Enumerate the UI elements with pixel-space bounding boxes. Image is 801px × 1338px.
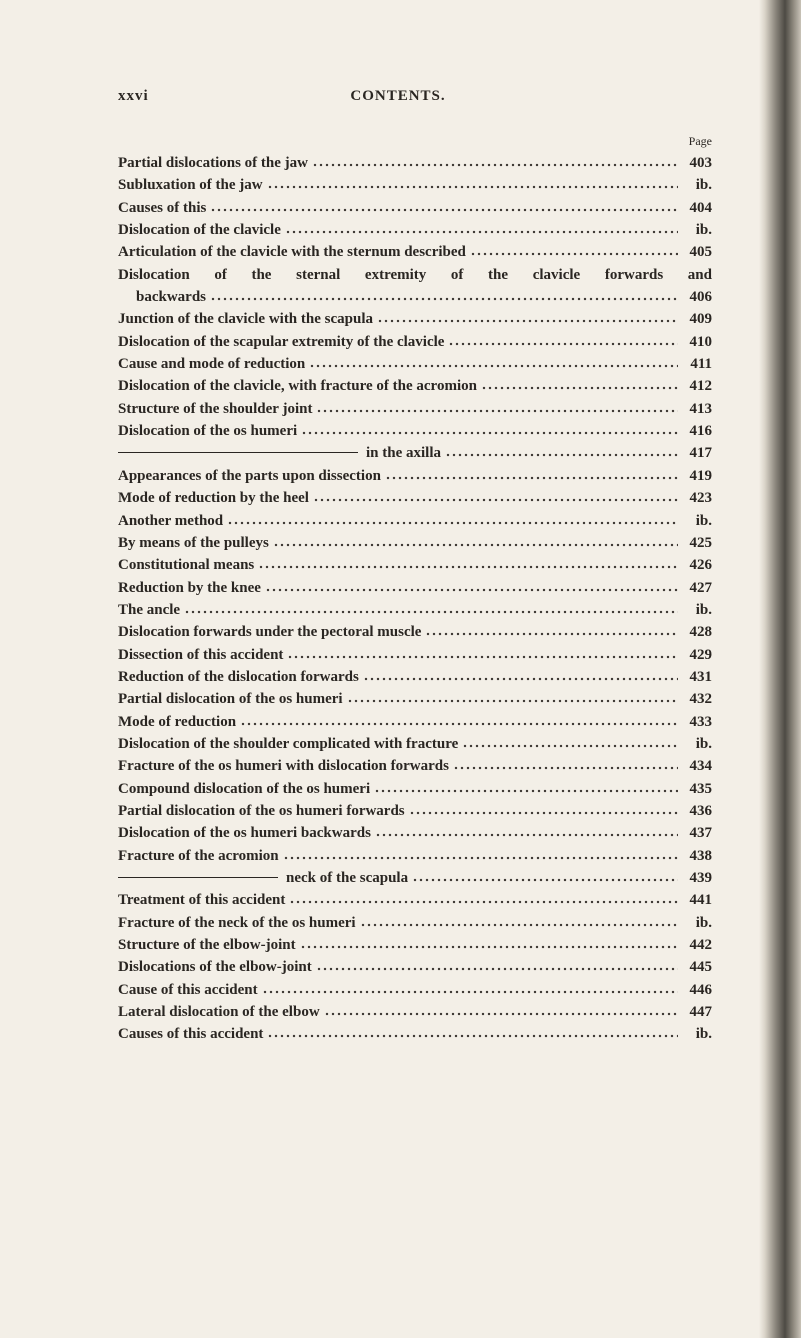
- dot-leader: [273, 535, 678, 547]
- entry-page: 406: [689, 289, 712, 306]
- entry-title: Dislocation of the clavicle: [118, 222, 281, 239]
- dot-leader: [289, 892, 678, 904]
- toc-entry: [118, 956, 712, 978]
- toc-entry: [118, 308, 712, 330]
- dot-leader: [347, 691, 678, 703]
- toc-entry: [118, 688, 712, 710]
- dot-leader: [265, 580, 678, 592]
- entry-title: Dislocation of the os humeri backwards: [118, 825, 371, 842]
- entry-page: ib.: [695, 1026, 712, 1043]
- entry-page: 416: [689, 423, 712, 440]
- dot-leader: [385, 468, 678, 480]
- entry-title: Junction of the clavicle with the scapula: [118, 311, 373, 328]
- toc-entry: [118, 621, 712, 643]
- entry-page: 413: [689, 400, 712, 417]
- entry-title: Fracture of the acromion: [118, 847, 279, 864]
- ditto-rule: [118, 877, 278, 878]
- toc-entry: [118, 934, 712, 956]
- entry-page: 432: [689, 691, 712, 708]
- page-column-label: Page: [688, 134, 712, 148]
- dot-leader: [210, 289, 678, 301]
- dot-leader: [445, 445, 678, 457]
- toc-entry: [118, 532, 712, 554]
- entry-title: Dislocation of the os humeri: [118, 423, 298, 440]
- toc-entry: [118, 1001, 712, 1023]
- entry-title: By means of the pulleys: [118, 534, 269, 551]
- toc-subentry: [118, 442, 712, 464]
- toc-entry: [118, 331, 712, 353]
- entry-page: 425: [689, 534, 712, 551]
- toc-entry: [118, 1023, 712, 1045]
- toc-entry: [118, 912, 712, 934]
- entry-title: Subluxation of the jaw: [118, 177, 263, 194]
- entry-title: Dislocations of the elbow-joint: [118, 959, 312, 976]
- entry-page: ib.: [695, 735, 712, 752]
- dot-leader: [300, 937, 678, 949]
- entry-title: Structure of the elbow-joint: [118, 937, 296, 954]
- toc-entry: [118, 577, 712, 599]
- running-head: [118, 88, 738, 110]
- dot-leader: [316, 959, 678, 971]
- dot-leader: [267, 1026, 678, 1038]
- toc-entry: [118, 487, 712, 509]
- toc-entry-first-line: [118, 264, 712, 286]
- toc-entry: [118, 755, 712, 777]
- dot-leader: [377, 311, 678, 323]
- entry-title: Lateral dislocation of the elbow: [118, 1004, 320, 1021]
- entry-title: Mode of reduction by the heel: [118, 490, 309, 507]
- dot-leader: [267, 177, 678, 189]
- table-of-contents: [118, 152, 712, 1046]
- ditto-rule: [118, 452, 358, 453]
- entry-title: Fracture of the os humeri with dislocation forwards: [118, 758, 449, 775]
- dot-leader: [313, 490, 678, 502]
- dot-leader: [470, 244, 678, 256]
- toc-entry: [118, 375, 712, 397]
- dot-leader: [285, 222, 678, 234]
- entry-title: Cause and mode of reduction: [118, 356, 306, 373]
- dot-leader: [301, 423, 678, 435]
- entry-page: 411: [690, 356, 712, 373]
- entry-page: 419: [689, 467, 712, 484]
- entry-title: Partial dislocation of the os humeri forwards: [118, 802, 405, 819]
- entry-title: Partial dislocations of the jaw: [118, 155, 308, 171]
- entry-page: 439: [689, 870, 712, 886]
- dot-leader: [412, 870, 678, 882]
- entry-page: 410: [689, 333, 712, 350]
- entry-page: 404: [689, 199, 712, 216]
- entry-title: Dislocation of the scapular extremity of the clavicle: [118, 333, 445, 350]
- toc-entry: [118, 711, 712, 733]
- entry-page: 423: [689, 490, 712, 507]
- entry-page: 403: [689, 155, 712, 171]
- dot-leader: [258, 557, 678, 569]
- entry-page: ib.: [695, 177, 712, 194]
- entry-page: 429: [689, 646, 712, 663]
- dot-leader: [283, 848, 678, 860]
- toc-entry: [118, 845, 712, 867]
- dot-leader: [448, 334, 678, 346]
- entry-page: ib.: [695, 222, 712, 239]
- entry-title: Cause of this accident: [118, 981, 258, 998]
- dot-leader: [409, 803, 678, 815]
- entry-title: Reduction of the dislocation forwards: [118, 668, 359, 685]
- dot-leader: [453, 758, 678, 770]
- entry-page: 426: [689, 557, 712, 574]
- toc-entry: [118, 398, 712, 420]
- dot-leader: [363, 669, 678, 681]
- dot-leader: [374, 781, 678, 793]
- entry-page: 417: [689, 445, 712, 462]
- dot-leader: [240, 714, 678, 726]
- toc-entry: [118, 644, 712, 666]
- entry-title: Reduction by the knee: [118, 579, 261, 596]
- toc-entry: [118, 152, 712, 174]
- entry-title: Articulation of the clavicle with the sternum described: [118, 244, 466, 261]
- toc-entry: [118, 174, 712, 196]
- entry-title: Dissection of this accident: [118, 646, 284, 663]
- entry-page: 427: [689, 579, 712, 596]
- dot-leader: [360, 915, 678, 927]
- toc-subentry: [118, 867, 712, 889]
- dot-leader: [227, 513, 678, 525]
- dot-leader: [462, 736, 678, 748]
- entry-title: Appearances of the parts upon dissection: [118, 467, 381, 484]
- entry-title: Another method: [118, 512, 224, 529]
- toc-entry-continuation: [118, 286, 712, 308]
- entry-title: Dislocation of the sternal extremity of the clavicle forwards and: [118, 266, 712, 283]
- dot-leader: [184, 602, 678, 614]
- entry-title: Causes of this: [118, 199, 207, 216]
- entry-page: 412: [689, 378, 712, 395]
- toc-entry: [118, 197, 712, 219]
- entry-page: 442: [689, 937, 712, 954]
- entry-title: neck of the scapula: [286, 870, 409, 886]
- entry-title: Compound dislocation of the os humeri: [118, 780, 371, 797]
- entry-page: 445: [689, 959, 712, 976]
- entry-title: in the axilla: [366, 445, 442, 462]
- entry-page: 405: [689, 244, 712, 261]
- page-folio: xxvi: [118, 88, 149, 104]
- toc-entry: [118, 733, 712, 755]
- toc-entry: [118, 800, 712, 822]
- toc-entry: [118, 778, 712, 800]
- entry-page: 441: [689, 892, 712, 909]
- entry-page: 409: [689, 311, 712, 328]
- toc-entry: [118, 599, 712, 621]
- entry-page: 435: [689, 780, 712, 797]
- entry-title: Mode of reduction: [118, 713, 237, 730]
- dot-leader: [287, 647, 678, 659]
- entry-page: ib.: [695, 512, 712, 529]
- dot-leader: [210, 200, 678, 212]
- dot-leader: [262, 982, 678, 994]
- entry-title: The ancle: [118, 601, 181, 618]
- entry-title: backwards: [136, 289, 207, 306]
- entry-page: ib.: [695, 601, 712, 618]
- entry-title: Dislocation forwards under the pectoral muscle: [118, 624, 422, 641]
- dot-leader: [312, 155, 678, 167]
- entry-title: Dislocation of the clavicle, with fracture of the acromion: [118, 378, 477, 395]
- entry-title: Constitutional means: [118, 557, 255, 574]
- entry-page: 431: [689, 668, 712, 685]
- dot-leader: [324, 1004, 678, 1016]
- entry-page: 447: [689, 1004, 712, 1021]
- toc-entry: [118, 241, 712, 263]
- section-title: CONTENTS.: [350, 88, 446, 104]
- entry-title: Causes of this accident: [118, 1026, 264, 1043]
- dot-leader: [481, 378, 678, 390]
- toc-entry: [118, 666, 712, 688]
- entry-page: 436: [689, 802, 712, 819]
- page-binding-edge: [759, 0, 801, 1338]
- entry-title: Partial dislocation of the os humeri: [118, 691, 343, 708]
- toc-entry: [118, 979, 712, 1001]
- toc-entry: [118, 219, 712, 241]
- toc-entry: [118, 554, 712, 576]
- entry-page: 437: [689, 825, 712, 842]
- entry-title: Fracture of the neck of the os humeri: [118, 914, 356, 931]
- toc-entry: [118, 510, 712, 532]
- toc-entry: [118, 420, 712, 442]
- entry-page: 434: [689, 758, 712, 775]
- toc-entry: [118, 822, 712, 844]
- entry-page: 433: [689, 713, 712, 730]
- entry-title: Treatment of this accident: [118, 892, 286, 909]
- toc-entry: [118, 353, 712, 375]
- entry-page: 428: [689, 624, 712, 641]
- entry-title: Dislocation of the shoulder complicated with fracture: [118, 735, 459, 752]
- entry-page: 446: [689, 981, 712, 998]
- dot-leader: [309, 356, 678, 368]
- toc-entry: [118, 465, 712, 487]
- dot-leader: [316, 401, 678, 413]
- toc-entry: [118, 889, 712, 911]
- entry-page: 438: [689, 847, 712, 864]
- dot-leader: [425, 624, 678, 636]
- entry-page: ib.: [695, 914, 712, 931]
- entry-title: Structure of the shoulder joint: [118, 400, 313, 417]
- dot-leader: [375, 825, 678, 837]
